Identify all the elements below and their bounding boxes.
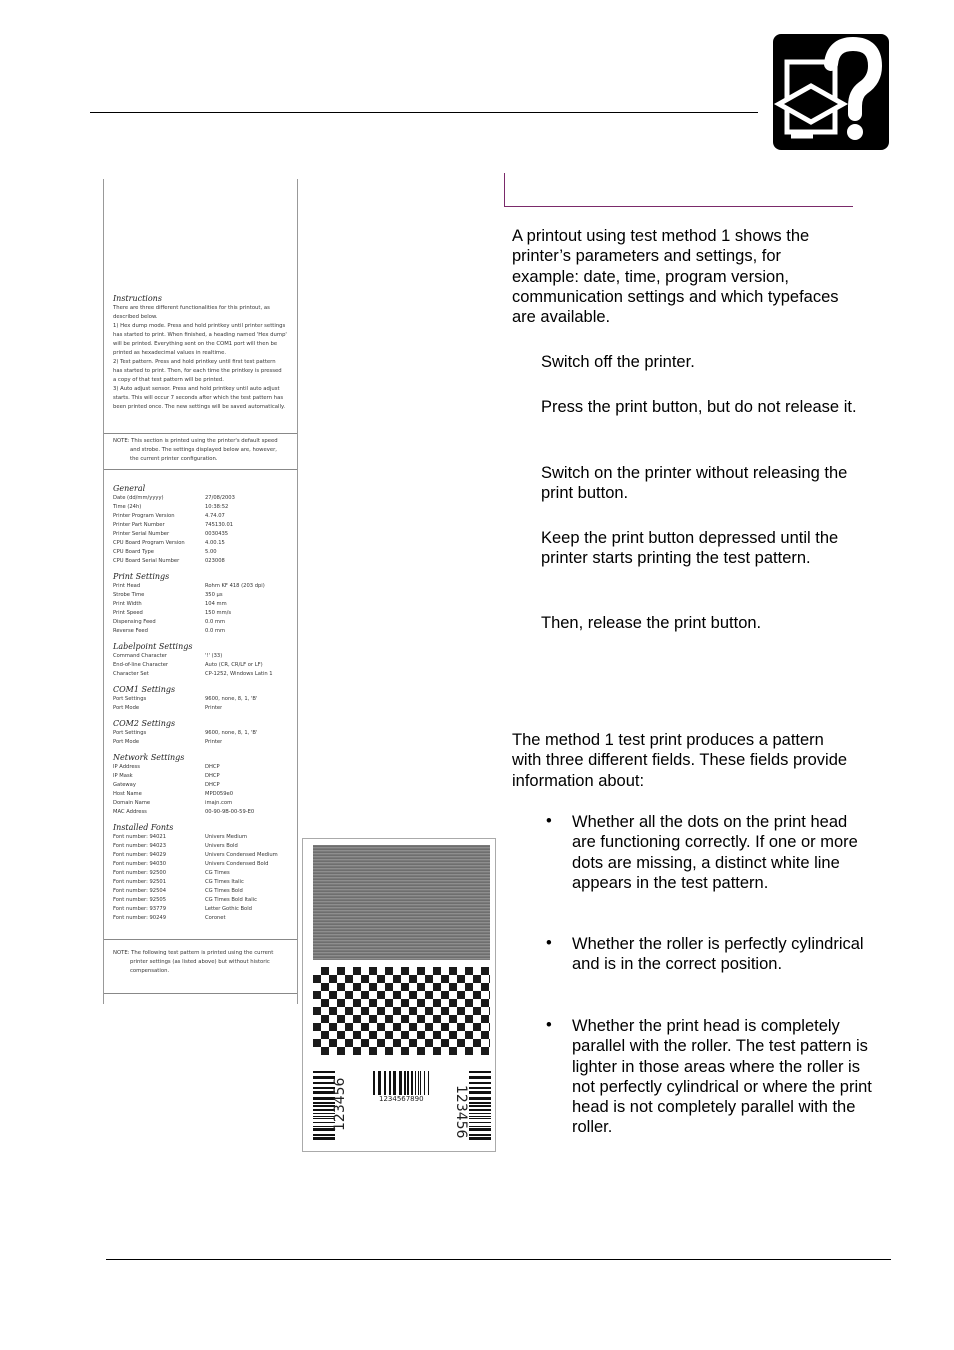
intro-paragraph: A printout using test method 1 shows the printer’s parameters and settings, for example: date, time, program version, communication settings and which typefaces are available.	[512, 227, 839, 327]
printout-value: CG Times Bold	[205, 888, 243, 894]
printout-row	[113, 652, 293, 661]
printout-section-title: COM1 Settings	[113, 685, 176, 694]
test-pattern-printout	[302, 838, 496, 1152]
printout-key: Font number: 92504	[113, 888, 166, 894]
printout-value: Univers Condensed Medium	[205, 852, 278, 858]
printout-line: There are three different functionalities for this printout, as	[113, 305, 270, 311]
printout-row	[113, 661, 293, 670]
printout-section-title: Labelpoint Settings	[113, 642, 193, 651]
printout-row	[113, 627, 293, 636]
printout-key: Font number: 92500	[113, 870, 166, 876]
step-5: Then, release the print button.	[541, 614, 762, 632]
printout-row	[113, 512, 293, 521]
printout-row	[113, 842, 293, 851]
printout-value: Univers Bold	[205, 843, 238, 849]
printout-value: 10:38:52	[205, 504, 229, 510]
printout-key: Font number: 92505	[113, 897, 166, 903]
printout-section-rows	[113, 652, 293, 679]
step-4: Keep the print button depressed until the printer starts printing the test pattern.	[541, 529, 839, 568]
printout-key: Time (24h)	[113, 504, 142, 510]
printout-section-rows	[113, 763, 293, 817]
printout-value: 00-90-9B-00-59-E0	[205, 809, 255, 815]
printout-row	[113, 860, 293, 869]
step-3: Switch on the printer without releasing the print button.	[541, 464, 848, 503]
printout-value: CG Times Italic	[205, 879, 244, 885]
barcode-right-label: 123456	[453, 1085, 469, 1139]
printout-value: DHCP	[205, 782, 220, 788]
printout-value: CG Times Bold Italic	[205, 897, 257, 903]
printout-value: 745130.01	[205, 522, 234, 528]
printout-row	[113, 591, 293, 600]
printout-value: 0.0 mm	[205, 628, 226, 634]
printout-row	[113, 851, 293, 860]
barcode-left-label: 123456	[332, 1077, 348, 1131]
printout-row	[113, 618, 293, 627]
printout-key: Port Settings	[113, 696, 147, 702]
printout-value: 27/08/2003	[205, 495, 235, 501]
bullet-item-3: Whether the print head is completely parallel with the roller. The test pattern is lighter in those areas where the roller is not perfectly cylindrical or where the print head is not completely parallel with the roller.	[572, 1017, 872, 1137]
printout-row	[113, 582, 293, 591]
printout-value: 350 µs	[205, 592, 223, 598]
printout-value: 0030435	[205, 531, 229, 537]
barcode-center-label: 1234567890	[379, 1095, 424, 1103]
printout-line: been printed once. The new settings will be saved automatically.	[113, 404, 286, 410]
printout-value: 104 mm	[205, 601, 227, 607]
printout-line: NOTE: The following test pattern is printed using the current	[113, 950, 274, 956]
printout-line: 2) Test pattern. Press and hold printkey until first test pattern	[113, 359, 276, 365]
printout-row	[113, 896, 293, 905]
printout-divider	[104, 469, 297, 470]
printout-key: Print Head	[113, 583, 141, 589]
printout-row	[113, 670, 293, 679]
printout-value: Univers Medium	[205, 834, 248, 840]
barcode-center	[373, 1071, 429, 1095]
printout-value: imajn.com	[205, 800, 233, 806]
printout-row	[113, 808, 293, 817]
printout-key: Printer Serial Number	[113, 531, 170, 537]
printout-row	[113, 609, 293, 618]
printout-divider	[104, 433, 297, 434]
printout-section-title: Network Settings	[113, 753, 185, 762]
printout-key: MAC Address	[113, 809, 147, 815]
printout-row	[113, 790, 293, 799]
printout-row	[113, 704, 293, 713]
printout-value: Printer	[205, 705, 223, 711]
printout-value: Rohm KF 418 (203 dpi)	[205, 583, 265, 589]
printout-value: MPD059e0	[205, 791, 233, 797]
printout-value: CP-1252, Windows Latin 1	[205, 671, 273, 677]
printout-row	[113, 772, 293, 781]
printout-value: CG Times	[205, 870, 230, 876]
printout-row	[113, 503, 293, 512]
printout-line: printer settings (as listed above) but without historic	[130, 959, 270, 965]
printout-key: Font number: 90249	[113, 915, 166, 921]
step-1: Switch off the printer.	[541, 353, 695, 371]
printout-row	[113, 548, 293, 557]
step-2: Press the print button, but do not release it.	[541, 398, 857, 416]
printout-value: 9600, none, 8, 1, 'B'	[205, 730, 258, 736]
printout-row	[113, 799, 293, 808]
printout-value: 023008	[205, 558, 225, 564]
printout-line: described below.	[113, 314, 158, 320]
header-rule	[90, 112, 758, 113]
printout-row	[113, 695, 293, 704]
printout-key: IP Mask	[113, 773, 133, 779]
printout-row	[113, 833, 293, 842]
printout-value: Coronet	[205, 915, 226, 921]
printout-row	[113, 539, 293, 548]
printout-key: IP Address	[113, 764, 140, 770]
printout-key: Dispensing Feed	[113, 619, 156, 625]
printout-value: Printer	[205, 739, 223, 745]
printout-line: 3) Auto adjust sensor. Press and hold printkey until auto adjust	[113, 386, 280, 392]
bullet-item-2: Whether the roller is perfectly cylindrical and is in the correct position.	[572, 935, 864, 974]
printout-value: Auto (CR, CR/LF or LF)	[205, 662, 263, 668]
footer-rule	[106, 1259, 891, 1260]
printout-value: 4.74.07	[205, 513, 225, 519]
printout-key: Font number: 94021	[113, 834, 166, 840]
printout-value: 9600, none, 8, 1, 'B'	[205, 696, 258, 702]
printout-row	[113, 530, 293, 539]
bullet-item-1: Whether all the dots on the print head are functioning correctly. If one or more dots are missing, a distinct white line appears in the test pattern.	[572, 813, 858, 892]
printout-key: CPU Board Serial Number	[113, 558, 180, 564]
printout-key: Reverse Feed	[113, 628, 148, 634]
printout-value: Letter Gothic Bold	[205, 906, 252, 912]
printout-value: Univers Condensed Bold	[205, 861, 269, 867]
printout-value: 150 mm/s	[205, 610, 232, 616]
printout-line: starts. This will occur 7 seconds after which the test pattern has	[113, 395, 284, 401]
printout-row	[113, 729, 293, 738]
printout-key: Font number: 94029	[113, 852, 166, 858]
barcode-right	[469, 1071, 491, 1143]
printout-divider	[104, 939, 297, 940]
printout-key: Host Name	[113, 791, 142, 797]
printout-row	[113, 521, 293, 530]
checkerboard-field	[313, 967, 490, 1055]
printout-key: Font number: 94030	[113, 861, 166, 867]
printout-section-rows	[113, 695, 293, 713]
printout-section-rows	[113, 833, 293, 923]
printout-row	[113, 914, 293, 923]
printer-settings-printout	[103, 179, 298, 1004]
printout-key: CPU Board Program Version	[113, 540, 185, 546]
printout-row	[113, 905, 293, 914]
printout-key: Character Set	[113, 671, 149, 677]
bullet-marker: •	[546, 1016, 552, 1034]
printout-row	[113, 557, 293, 566]
printout-row	[113, 869, 293, 878]
printout-row	[113, 781, 293, 790]
printout-row	[113, 763, 293, 772]
printout-key: Font number: 93779	[113, 906, 166, 912]
printout-key: Port Settings	[113, 730, 147, 736]
printout-line: has started to print. Then, for each time the printkey is pressed	[113, 368, 282, 374]
printout-value: '!' (33)	[205, 653, 223, 659]
printout-key: Strobe Time	[113, 592, 145, 598]
printout-key: Port Mode	[113, 739, 140, 745]
printout-line: will be printed. Everything sent on the COM1 port will then be	[113, 341, 278, 347]
printout-key: Print Width	[113, 601, 142, 607]
printout-line: printed as hexadecimal values in realtime.	[113, 350, 227, 356]
printout-row	[113, 878, 293, 887]
printout-section-rows	[113, 729, 293, 747]
printout-key: Command Character	[113, 653, 167, 659]
bullet-marker: •	[546, 934, 552, 952]
printout-key: Font number: 94023	[113, 843, 166, 849]
printout-key: Date (dd/mm/yyyy)	[113, 495, 164, 501]
printout-row	[113, 494, 293, 503]
printout-section-title: Print Settings	[113, 572, 170, 581]
printout-section-title: COM2 Settings	[113, 719, 176, 728]
printout-line: a copy of that test pattern will be printed.	[113, 377, 224, 383]
printout-instructions-title: Instructions	[113, 294, 162, 303]
printout-line: the current printer configuration.	[130, 456, 218, 462]
bullet-marker: •	[546, 812, 552, 830]
printout-value: 0.0 mm	[205, 619, 226, 625]
section-heading-rule	[504, 173, 853, 207]
printout-row	[113, 600, 293, 609]
printout-key: End-of-line Character	[113, 662, 169, 668]
printout-divider	[104, 993, 297, 994]
printout-line: has started to print. When finished, a heading named 'Hex dump'	[113, 332, 287, 338]
printout-row	[113, 738, 293, 747]
printout-key: Printer Part Number	[113, 522, 165, 528]
dot-test-field	[313, 845, 490, 960]
printout-value: DHCP	[205, 773, 220, 779]
printout-line: 1) Hex dump mode. Press and hold printkey until printer settings	[113, 323, 286, 329]
printout-key: Domain Name	[113, 800, 151, 806]
printout-line: compensation.	[130, 968, 170, 974]
printout-section-rows	[113, 582, 293, 636]
printout-section-title: General	[113, 484, 146, 493]
printout-key: CPU Board Type	[113, 549, 155, 555]
printout-row	[113, 887, 293, 896]
printout-key: Font number: 92501	[113, 879, 166, 885]
pattern-intro-paragraph: The method 1 test print produces a pattern with three different fields. These fields provide information about:	[512, 731, 848, 790]
printout-section-rows	[113, 494, 293, 566]
printout-key: Print Speed	[113, 610, 143, 616]
printout-value: 4.00.15	[205, 540, 225, 546]
printout-key: Port Mode	[113, 705, 140, 711]
printout-section-title: Installed Fonts	[113, 823, 174, 832]
printout-line: and strobe. The settings displayed below are, however,	[130, 447, 277, 453]
printout-value: 5.00	[205, 549, 217, 555]
printout-value: DHCP	[205, 764, 220, 770]
printout-key: Gateway	[113, 782, 136, 788]
printout-line: NOTE: This section is printed using the printer's default speed	[113, 438, 278, 444]
troubleshooting-question-icon	[773, 34, 889, 150]
printout-key: Printer Program Version	[113, 513, 175, 519]
